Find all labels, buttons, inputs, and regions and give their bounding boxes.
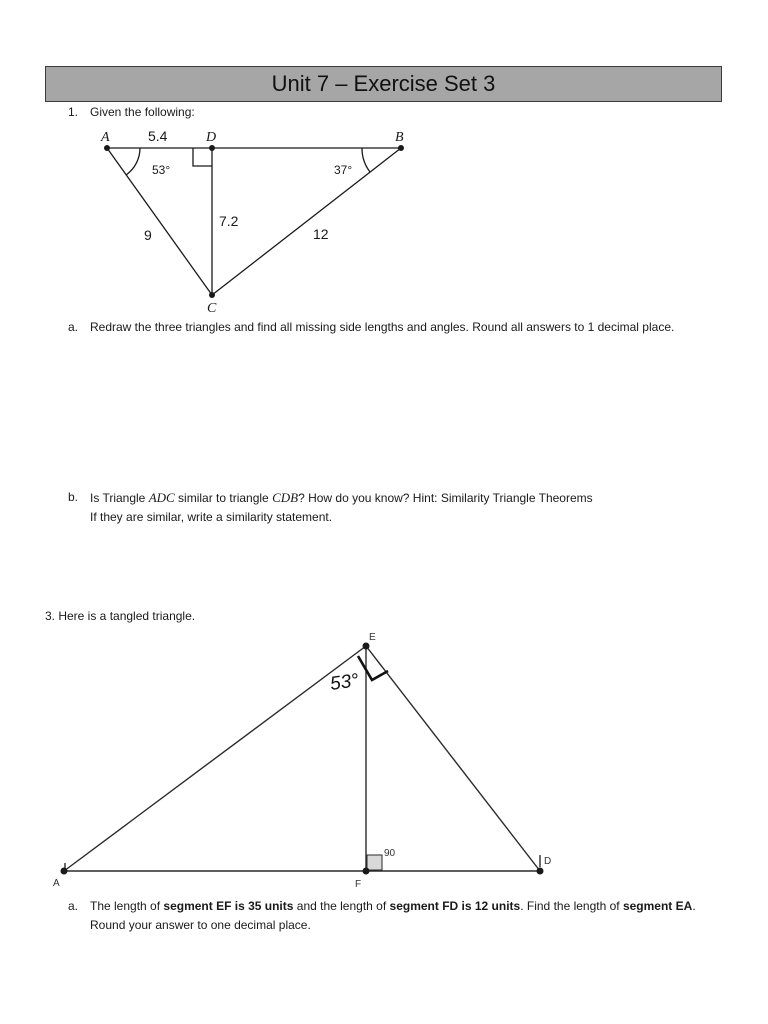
point-a-q3 [61, 868, 68, 875]
length-cb: 12 [313, 226, 329, 242]
q1b-text-2: similar to triangle [174, 491, 273, 505]
page-title [45, 66, 722, 102]
label-a-q3: A [53, 878, 60, 889]
q1-prompt: Given the following: [90, 105, 195, 119]
segment-ae [64, 646, 366, 871]
point-c [209, 292, 215, 298]
angle-a-label: 53° [152, 163, 171, 177]
angle-a-arc [126, 148, 140, 175]
q1b-line-1 [90, 488, 593, 508]
q1b-text-1: Is Triangle [90, 491, 149, 505]
label-f: F [355, 879, 362, 890]
label-a: A [101, 130, 110, 145]
label-d: D [206, 130, 217, 145]
length-dc: 7.2 [219, 213, 239, 229]
q1-number: 1. [68, 105, 79, 119]
right-angle-label-f: 90 [384, 848, 396, 859]
label-d-q3: D [544, 856, 552, 867]
length-ac: 9 [144, 227, 152, 243]
segment-cb [212, 148, 401, 295]
q3a-t4: . [692, 899, 696, 913]
q1a-text: Redraw the three triangles and find all missing side lengths and angles. Round all answers to 1 decimal place. [90, 320, 675, 334]
length-ad: 5.4 [148, 128, 168, 144]
label-b: B [395, 130, 404, 145]
triangle-cdb: CDB [272, 490, 299, 505]
label-c: C [207, 301, 217, 316]
q3-prompt: 3. Here is a tangled triangle. [45, 609, 196, 623]
point-a [104, 145, 110, 151]
q3a-segment-ef: segment EF is 35 units [163, 899, 294, 913]
q3a-segment-ea: segment EA [622, 899, 693, 913]
q3a-t2: and the length of [293, 899, 390, 913]
right-angle-mark-d [193, 148, 212, 166]
q3a-letter: a. [68, 899, 79, 913]
q1b-line-2: If they are similar, write a similarity statement. [90, 510, 333, 524]
q3a-segment-fd: segment FD is 12 units [389, 899, 521, 913]
point-b [398, 145, 404, 151]
q3a-t3: . Find the length of [520, 899, 623, 913]
angle-b-label: 37° [334, 163, 353, 177]
point-d [209, 145, 215, 151]
handwritten-angle-e: 53° [328, 670, 361, 695]
q3a-t1: The length of [90, 899, 164, 913]
right-angle-mark-e [358, 656, 388, 680]
q3a-line-2: Round your answer to one decimal place. [90, 918, 311, 932]
page-title-text: Unit 7 – Exercise Set 3 [271, 71, 496, 96]
q1a-letter: a. [68, 320, 79, 334]
point-f [363, 868, 370, 875]
triangle-adc: ADC [148, 490, 175, 505]
q3a-line-1 [90, 897, 696, 916]
point-e [363, 643, 370, 650]
angle-b-arc [362, 148, 370, 172]
right-angle-mark-f [367, 855, 382, 870]
point-d-q3 [537, 868, 544, 875]
label-e: E [369, 632, 376, 643]
segment-ac [107, 148, 212, 295]
segment-ed [366, 646, 540, 871]
q1b-text-3: ? How do you know? Hint: Similarity Triangle Theorems [298, 491, 593, 505]
q1b-letter: b. [68, 490, 79, 504]
